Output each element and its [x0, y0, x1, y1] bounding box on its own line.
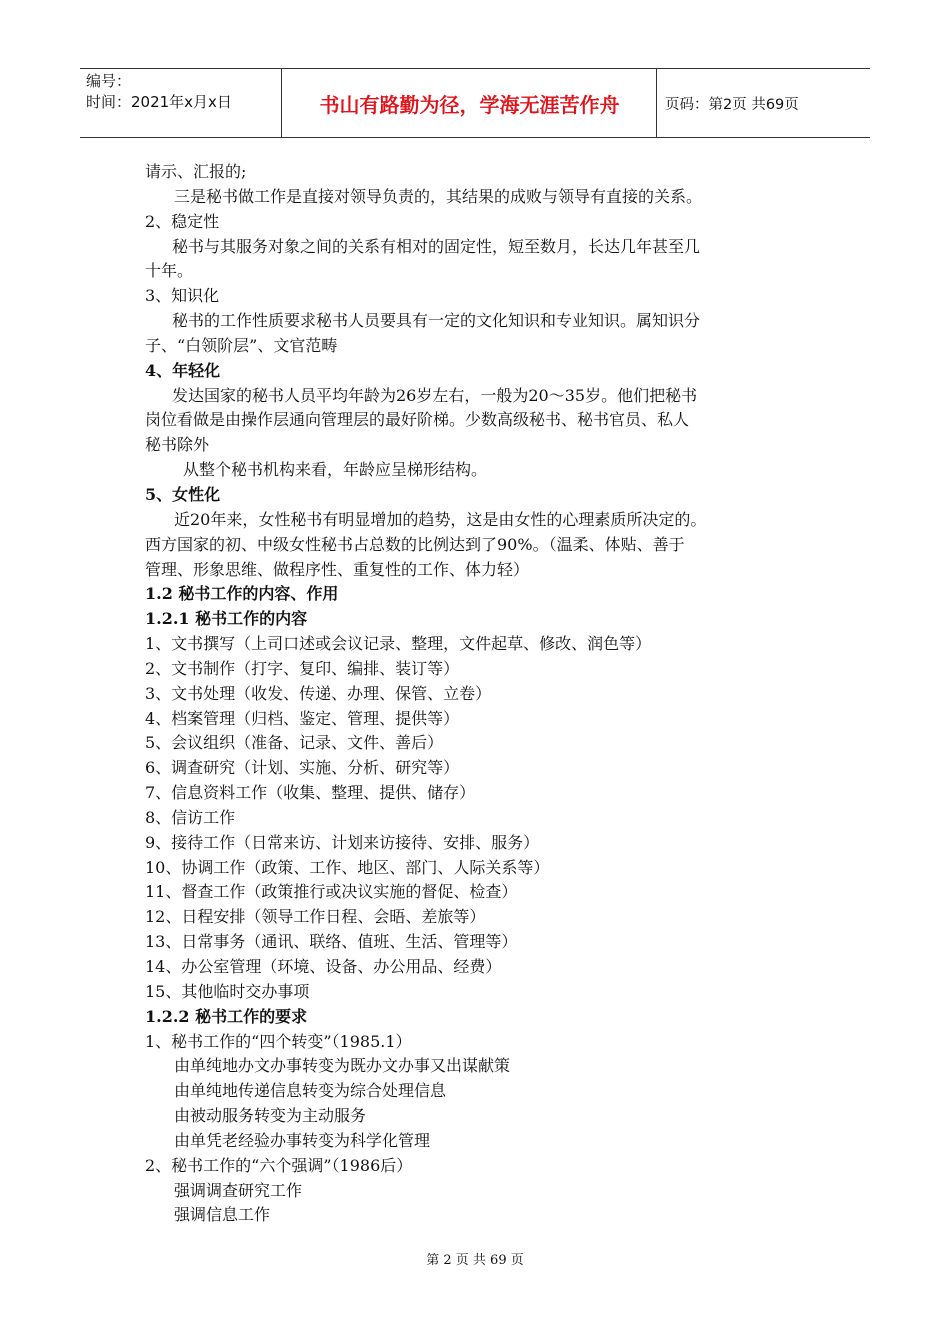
- document-number-label: 编号：: [86, 72, 132, 90]
- text-line: 强调调查研究工作: [174, 1180, 303, 1200]
- text-line: 9、接待工作（日常来访、计划来访接待、安排、服务）: [145, 832, 540, 852]
- header-meta: [80, 69, 282, 137]
- text-line: 岗位看做是由操作层通向管理层的最好阶梯。少数高级秘书、秘书官员、私人: [145, 410, 690, 430]
- page-footer: 第 2 页 共 69 页: [426, 1253, 524, 1268]
- text-line: 三是秘书做工作是直接对领导负责的，其结果的成败与领导有直接的关系。: [174, 186, 703, 206]
- text-line: 11、督查工作（政策推行或决议实施的督促、检查）: [145, 882, 518, 902]
- text-line: 3、文书处理（收发、传递、办理、保管、立卷）: [145, 683, 492, 703]
- text-line: 从整个秘书机构来看，年龄应呈梯形结构。: [183, 460, 488, 480]
- text-line: 由单纯地传递信息转变为综合处理信息: [174, 1081, 447, 1101]
- text-line: 13、日常事务（通讯、联络、值班、生活、管理等）: [145, 932, 518, 952]
- section-heading: 4、年轻化: [145, 360, 221, 380]
- page-header: [80, 68, 870, 138]
- text-line: 十年。: [145, 261, 194, 281]
- text-line: 4、档案管理（归档、鉴定、管理、提供等）: [145, 708, 460, 728]
- text-line: 10、协调工作（政策、工作、地区、部门、人际关系等）: [145, 857, 550, 877]
- text-line: 由被动服务转变为主动服务: [174, 1106, 367, 1126]
- section-heading: 5、女性化: [145, 484, 221, 504]
- section-heading: 1.2.2 秘书工作的要求: [145, 1006, 308, 1026]
- text-line: 发达国家的秘书人员平均年龄为26岁左右，一般为20～35岁。他们把秘书: [172, 385, 698, 405]
- document-date: 时间：2021年x月x日: [86, 93, 232, 111]
- text-line: 14、办公室管理（环境、设备、办公用品、经费）: [145, 957, 502, 976]
- section-heading: 1.2.1 秘书工作的内容: [145, 609, 308, 629]
- text-line: 2、稳定性: [145, 211, 220, 231]
- text-line: 由单纯地办文办事转变为既办文办事又出谋献策: [174, 1056, 511, 1076]
- text-line: 1、文书撰写（上司口述或会议记录、整理，文件起草、修改、润色等）: [145, 634, 652, 654]
- text-line: 管理、形象思维、做程序性、重复性的工作、体力轻）: [145, 559, 530, 579]
- text-line: 1、秘书工作的“四个转变”（1985.1）: [145, 1031, 412, 1051]
- text-line: 强调信息工作: [174, 1205, 271, 1225]
- text-line: 2、文书制作（打字、复印、编排、装订等）: [145, 658, 460, 678]
- header-motto: 书山有路勤为径，学海无涯苦作舟: [283, 69, 657, 137]
- text-line: 秘书除外: [145, 435, 210, 455]
- text-line: 秘书与其服务对象之间的关系有相对的固定性，短至数月，长达几年甚至几: [172, 236, 701, 256]
- text-line: 8、信访工作: [145, 807, 236, 827]
- header-page-info: 页码：第2页 共69页: [665, 96, 799, 113]
- text-line: 秘书的工作性质要求秘书人员要具有一定的文化知识和专业知识。属知识分: [172, 311, 701, 331]
- text-line: 2、秘书工作的“六个强调”（1986后）: [145, 1155, 413, 1175]
- text-line: 西方国家的初、中级女性秘书占总数的比例达到了90%。（温柔、体贴、善于: [145, 534, 685, 554]
- document-body: [145, 160, 825, 1228]
- text-line: 7、信息资料工作（收集、整理、提供、储存）: [145, 783, 476, 803]
- text-line: 6、调查研究（计划、实施、分析、研究等）: [145, 758, 460, 778]
- text-line: 子、“白领阶层”、文官范畴: [145, 335, 338, 355]
- text-line: 近20年来，女性秘书有明显增加的趋势，这是由女性的心理素质所决定的。: [174, 509, 707, 529]
- text-line: 由单凭老经验办事转变为科学化管理: [174, 1130, 431, 1150]
- text-line: 5、会议组织（准备、记录、文件、善后）: [145, 733, 444, 753]
- text-line: 3、知识化: [145, 286, 220, 306]
- text-line: 15、其他临时交办事项: [145, 981, 310, 1001]
- text-line: 请示、汇报的;: [145, 162, 247, 181]
- section-heading: 1.2 秘书工作的内容、作用: [145, 584, 339, 604]
- text-line: 12、日程安排（领导工作日程、会晤、差旅等）: [145, 907, 486, 927]
